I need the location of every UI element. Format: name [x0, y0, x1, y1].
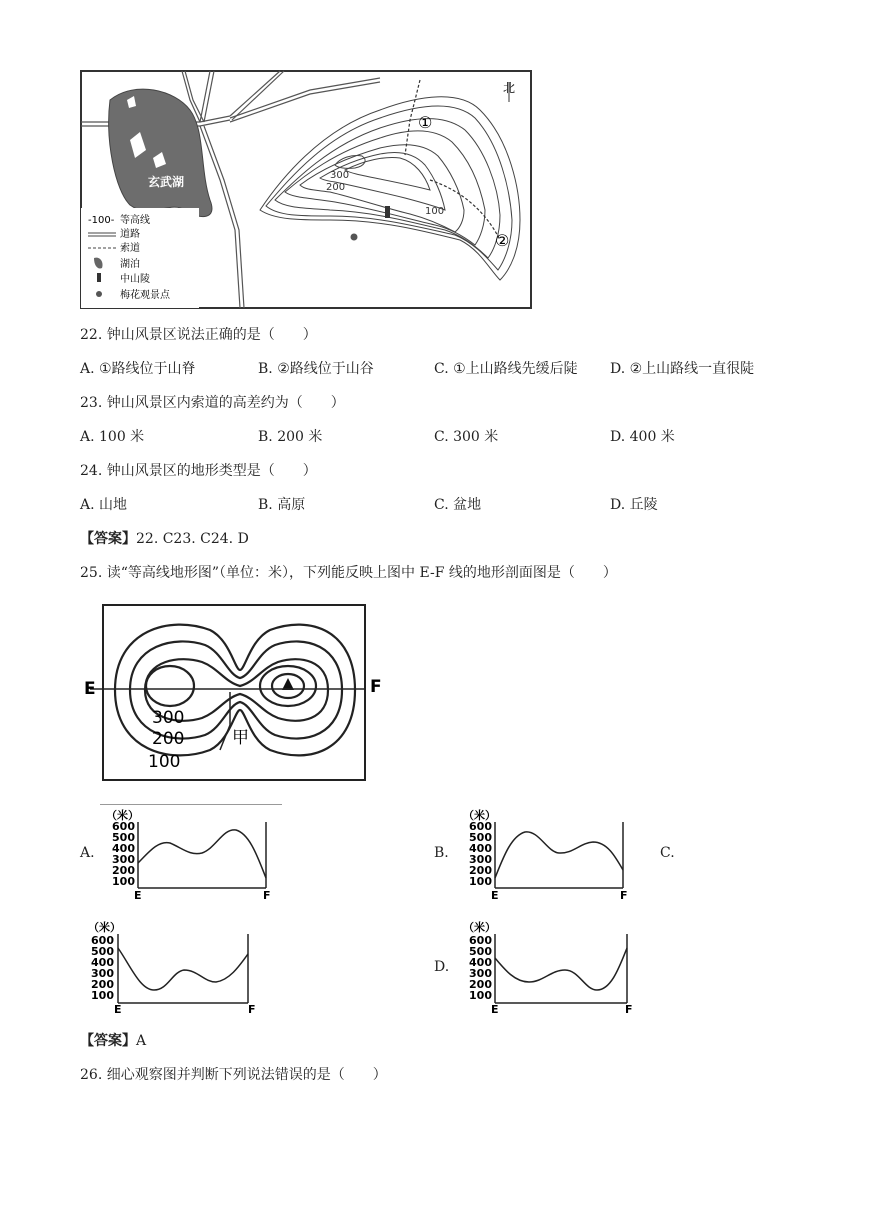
q22-option-c[interactable]: C. ①上山路线先缓后陡: [434, 361, 578, 377]
q23-option-b[interactable]: B. 200 米: [258, 429, 323, 445]
north-label: 北: [503, 81, 516, 95]
svg-text:E: E: [114, 1003, 122, 1016]
answer-2: 【答案】A: [80, 1033, 147, 1049]
ef-contour-map: [80, 600, 380, 785]
q24-option-b[interactable]: B. 高原: [258, 497, 306, 513]
svg-text:（米）: （米）: [88, 921, 121, 934]
svg-text:-100-: -100-: [88, 215, 115, 226]
svg-text:100: 100: [112, 875, 135, 888]
q23-stem: 23. 钟山风景区内索道的高差约为（ ）: [80, 395, 345, 411]
svg-text:（米）: （米）: [463, 921, 496, 934]
q24-option-d[interactable]: D. 丘陵: [610, 497, 658, 513]
svg-text:600: 600: [91, 934, 114, 947]
svg-text:E: E: [134, 889, 142, 902]
f-label: F: [370, 677, 382, 697]
plum-viewpoint-symbol: [351, 234, 358, 241]
q26-stem: 26. 细心观察图并判断下列说法错误的是（ ）: [80, 1067, 387, 1083]
route-2-label: ②: [495, 231, 510, 250]
svg-text:100: 100: [91, 989, 114, 1002]
svg-text:F: F: [625, 1003, 633, 1016]
e-label: E: [84, 679, 96, 699]
svg-text:（米）: （米）: [106, 809, 139, 822]
q23-option-d[interactable]: D. 400 米: [610, 429, 675, 445]
svg-text:200: 200: [469, 978, 492, 991]
route-1-label: ①: [418, 113, 433, 132]
svg-text:E: E: [491, 1003, 499, 1016]
svg-text:500: 500: [91, 945, 114, 958]
svg-text:200: 200: [326, 182, 346, 193]
svg-text:300: 300: [91, 967, 114, 980]
svg-text:100: 100: [148, 752, 181, 772]
svg-text:400: 400: [469, 956, 492, 969]
svg-text:300: 300: [330, 170, 350, 181]
profile-c: [80, 920, 260, 1014]
svg-text:道路: 道路: [120, 229, 140, 240]
svg-text:100: 100: [469, 875, 492, 888]
q24-stem: 24. 钟山风景区的地形类型是（ ）: [80, 463, 317, 479]
profile-b: [455, 808, 635, 900]
svg-text:300: 300: [152, 708, 185, 728]
divider: [100, 804, 282, 805]
svg-text:F: F: [248, 1003, 256, 1016]
svg-text:600: 600: [469, 934, 492, 947]
q23-option-a[interactable]: A. 100 米: [80, 429, 145, 445]
q25-option-a-label[interactable]: A.: [80, 845, 95, 861]
q24-option-a[interactable]: A. 山地: [80, 497, 128, 513]
svg-text:（米）: （米）: [463, 809, 496, 822]
q24-option-c[interactable]: C. 盆地: [434, 497, 482, 513]
svg-text:200: 200: [112, 864, 135, 877]
svg-text:索道: 索道: [120, 243, 140, 254]
q25-option-c-label[interactable]: C.: [660, 845, 675, 861]
q25-option-b-label[interactable]: B.: [434, 845, 449, 861]
q23-option-c[interactable]: C. 300 米: [434, 429, 499, 445]
profile-d: [455, 920, 635, 1014]
svg-text:500: 500: [112, 831, 135, 844]
svg-text:100: 100: [425, 206, 445, 217]
svg-text:E: E: [491, 889, 499, 902]
svg-text:600: 600: [469, 820, 492, 833]
svg-text:300: 300: [469, 967, 492, 980]
svg-text:F: F: [620, 889, 628, 902]
svg-text:中山陵: 中山陵: [120, 274, 150, 285]
svg-text:400: 400: [91, 956, 114, 969]
svg-text:200: 200: [152, 729, 185, 749]
svg-text:400: 400: [469, 842, 492, 855]
svg-text:300: 300: [469, 853, 492, 866]
svg-text:100: 100: [469, 989, 492, 1002]
svg-text:500: 500: [469, 945, 492, 958]
profile-a: [98, 808, 278, 900]
svg-text:300: 300: [112, 853, 135, 866]
lake-label: 玄武湖: [148, 175, 185, 189]
answer-1: 【答案】22. C23. C24. D: [80, 531, 249, 547]
q25-stem: 25. 读“等高线地形图”（单位：米），下列能反映上图中 E-F 线的地形剖面图是（ ）: [80, 565, 617, 581]
mausoleum-symbol: [385, 206, 390, 218]
q25-option-d-label[interactable]: D.: [434, 959, 450, 975]
zhongshan-contour-map: [80, 70, 532, 310]
jia-label: 甲: [232, 728, 249, 748]
svg-text:200: 200: [469, 864, 492, 877]
svg-text:200: 200: [91, 978, 114, 991]
svg-text:500: 500: [469, 831, 492, 844]
map-legend: [81, 208, 199, 308]
q22-option-b[interactable]: B. ②路线位于山谷: [258, 361, 374, 377]
q22-stem: 22. 钟山风景区说法正确的是（ ）: [80, 327, 317, 343]
svg-text:等高线: 等高线: [120, 215, 150, 226]
q22-option-a[interactable]: A. ①路线位于山脊: [80, 361, 196, 377]
svg-text:F: F: [263, 889, 271, 902]
svg-text:梅花观景点: 梅花观景点: [120, 290, 170, 301]
svg-text:600: 600: [112, 820, 135, 833]
svg-text:400: 400: [112, 842, 135, 855]
q22-option-d[interactable]: D. ②上山路线一直很陡: [610, 361, 755, 377]
svg-text:湖泊: 湖泊: [120, 259, 140, 270]
